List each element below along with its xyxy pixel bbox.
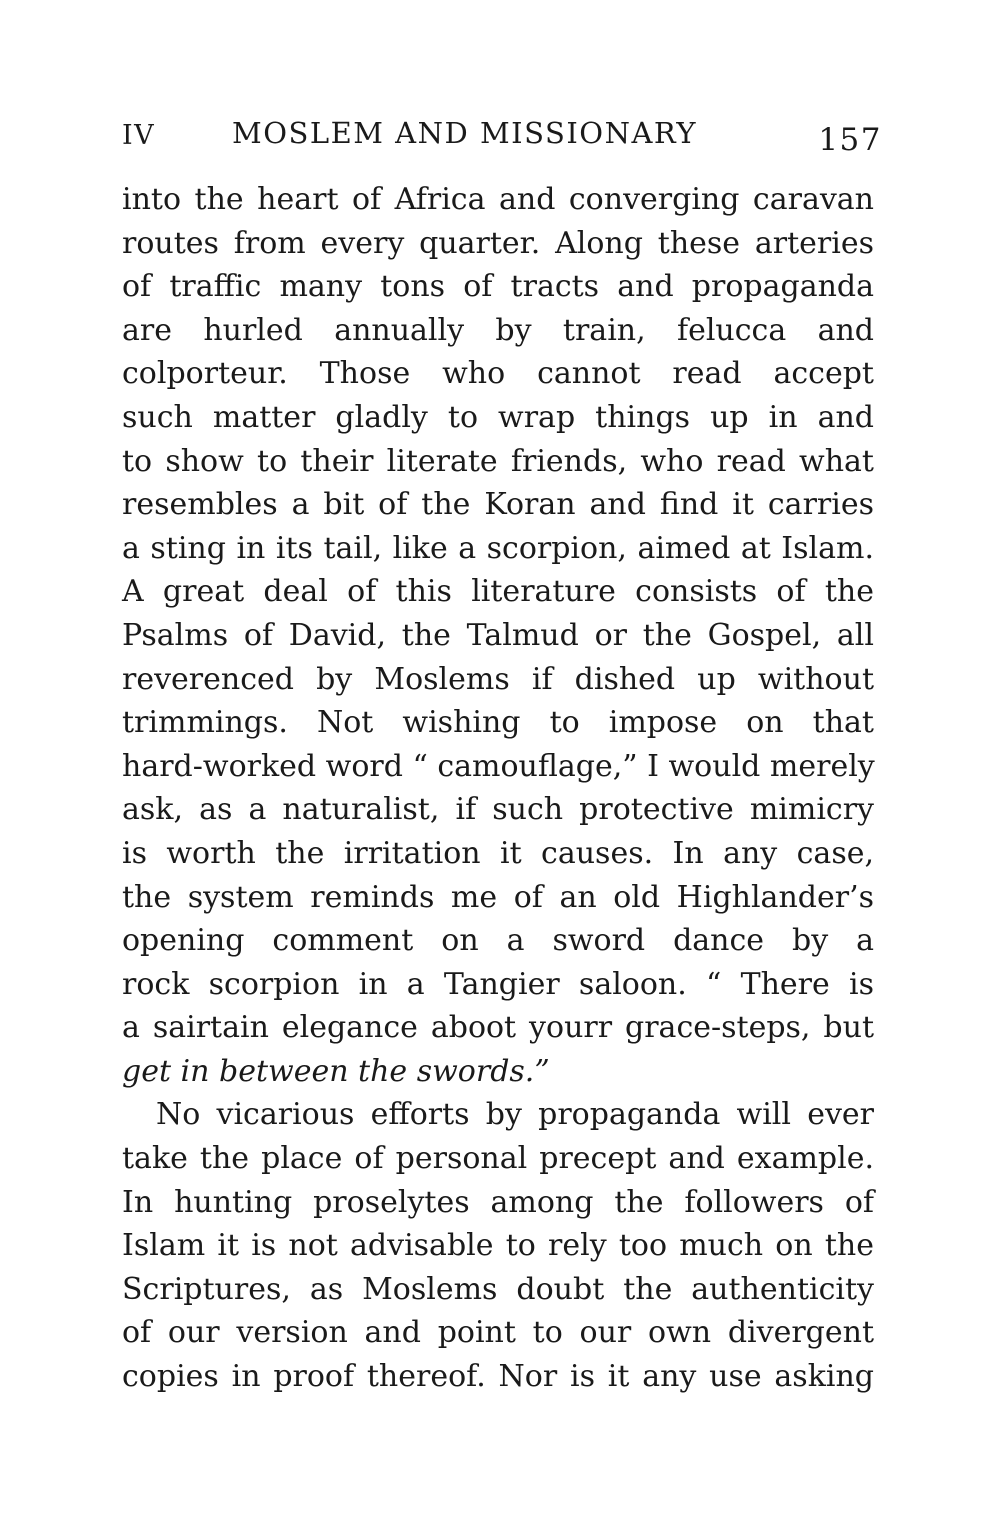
- text-line: of our version and point to our own divergent: [122, 1315, 874, 1351]
- text-line: such matter gladly to wrap things up in and: [122, 399, 874, 435]
- text-line: resembles a bit of the Koran and find it carries: [122, 487, 874, 523]
- page-number: 157: [818, 122, 882, 158]
- text-line: reverenced by Moslems if dished up without: [122, 661, 874, 697]
- text-line: In hunting proselytes among the followers of: [122, 1184, 874, 1220]
- text-line: take the place of personal precept and example.: [122, 1141, 874, 1177]
- text-line: is worth the irritation it causes. In any case,: [122, 835, 874, 871]
- text-line: trimmings. Not wishing to impose on that: [122, 705, 874, 741]
- text-line: rock scorpion in a Tangier saloon. “ There is: [122, 966, 874, 1002]
- paragraph-start-line: No vicarious efforts by propaganda will ever: [156, 1097, 874, 1133]
- text-line: ask, as a naturalist, if such protective mimicry: [122, 792, 874, 828]
- text-line: opening comment on a sword dance by a: [122, 923, 874, 959]
- running-header: [122, 116, 882, 156]
- text-line: copies in proof thereof. Nor is it any use asking: [122, 1359, 874, 1395]
- text-line: are hurled annually by train, felucca and: [122, 312, 874, 348]
- running-title: MOSLEM AND MISSIONARY: [232, 116, 697, 150]
- text-line: into the heart of Africa and converging caravan: [122, 182, 874, 217]
- text-line: hard-worked word “ camouflage,” I would merely: [122, 748, 875, 784]
- text-line: the system reminds me of an old Highlander’s: [122, 879, 874, 915]
- text-line: routes from every quarter. Along these arteries: [122, 225, 874, 261]
- chapter-number: IV: [122, 120, 156, 151]
- text-line-italic: get in between the swords.”: [122, 1053, 550, 1089]
- text-line: a sairtain elegance aboot yourr grace-steps, but: [122, 1010, 874, 1046]
- text-line: A great deal of this literature consists of the: [122, 574, 874, 610]
- text-line: Islam it is not advisable to rely too much on the: [122, 1228, 874, 1264]
- text-line: Scriptures, as Moslems doubt the authenticity: [122, 1271, 874, 1307]
- text-line: Psalms of David, the Talmud or the Gospel, all: [122, 617, 874, 653]
- text-line: to show to their literate friends, who read what: [122, 443, 874, 479]
- text-line: a sting in its tail, like a scorpion, aimed at Islam.: [122, 530, 874, 566]
- body-text: [122, 178, 874, 1399]
- text-line: of traffic many tons of tracts and propaganda: [122, 269, 874, 305]
- text-line: colporteur. Those who cannot read accept: [122, 356, 874, 392]
